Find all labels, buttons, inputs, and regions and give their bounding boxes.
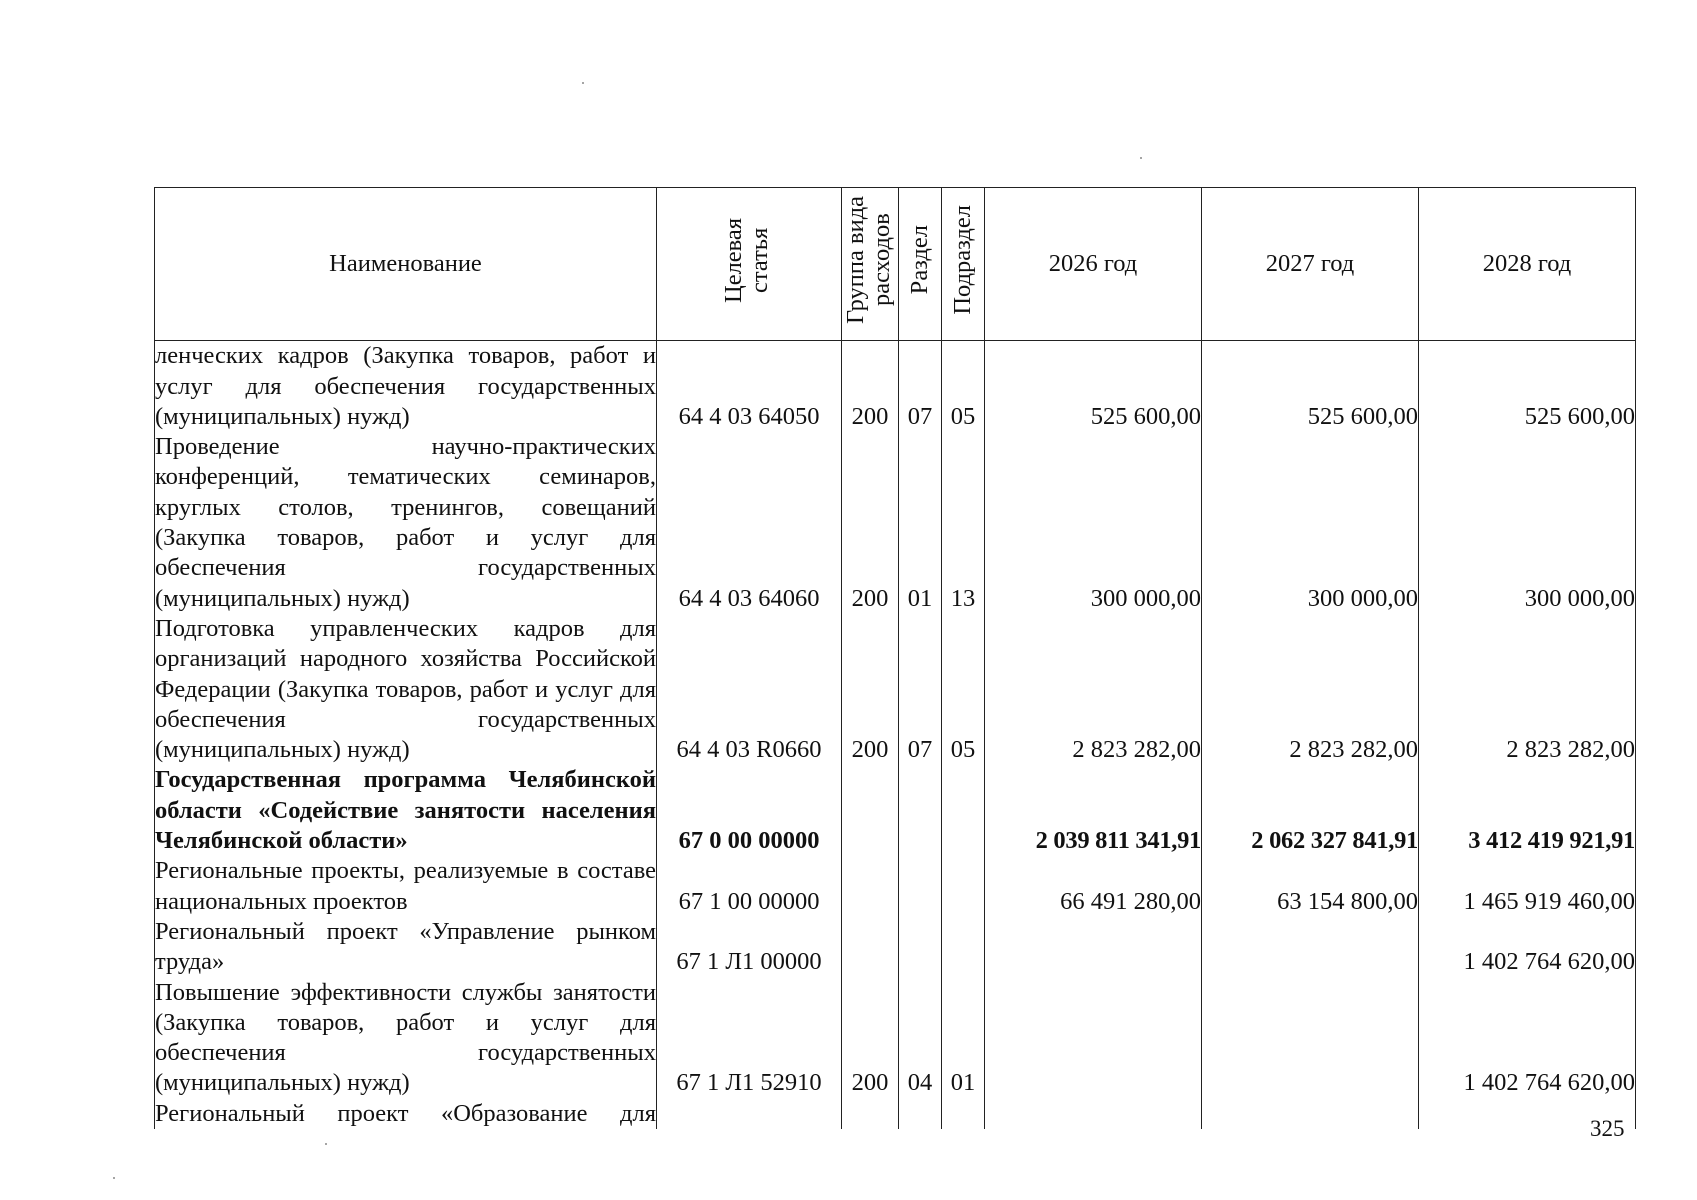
header-year-2026-cell <box>985 188 1202 341</box>
row-group <box>842 917 899 978</box>
row-name: Подготовка управленческих кадров для организаций народного хозяйства Российской Федерации (Закупка товаров, работ и услуг для обеспечения государственных (муниципальных) нужд) <box>155 614 657 765</box>
header-target-article: Целевая статья <box>720 217 773 303</box>
row-name: Повышение эффективности службы занятости (Закупка товаров, работ и услуг для обеспечения государственных (муниципальных) нужд) <box>155 978 657 1099</box>
row-section: 01 <box>899 432 942 614</box>
table-header <box>155 188 1636 341</box>
row-group: 200 <box>842 978 899 1099</box>
row-amount-2026 <box>985 917 1202 978</box>
row-code: 67 1 00 00000 <box>657 856 842 917</box>
row-amount-2028: 2 823 282,00 <box>1419 614 1636 765</box>
row-name: Региональный проект «Управление рынком труда» <box>155 917 657 978</box>
row-code <box>657 1099 842 1129</box>
row-subsection <box>942 765 985 856</box>
row-code: 64 4 03 64060 <box>657 432 842 614</box>
row-name: Региональные проекты, реализуемые в составе национальных проектов <box>155 856 657 917</box>
row-amount-2027: 2 062 327 841,91 <box>1202 765 1419 856</box>
table-row <box>155 917 1636 978</box>
scan-speck <box>582 82 584 84</box>
table-row <box>155 978 1636 1099</box>
table-row <box>155 856 1636 917</box>
row-section <box>899 765 942 856</box>
header-subsection-cell <box>942 188 985 341</box>
row-amount-2028: 300 000,00 <box>1419 432 1636 614</box>
row-group <box>842 856 899 917</box>
row-code: 64 4 03 R0660 <box>657 614 842 765</box>
table-body <box>155 341 1636 1129</box>
table-row <box>155 614 1636 765</box>
row-subsection: 05 <box>942 614 985 765</box>
row-code: 67 1 Л1 52910 <box>657 978 842 1099</box>
header-year-2027: 2027 год <box>1265 250 1355 277</box>
row-amount-2028: 1 402 764 620,00 <box>1419 917 1636 978</box>
row-group: 200 <box>842 432 899 614</box>
header-expense-group: Группа вида расходов <box>842 195 895 325</box>
row-amount-2028: 1 402 764 620,00 <box>1419 978 1636 1099</box>
table-row <box>155 341 1636 432</box>
scan-speck <box>325 1143 327 1145</box>
row-subsection <box>942 856 985 917</box>
header-section-cell <box>899 188 942 341</box>
scan-speck <box>113 1177 115 1179</box>
row-amount-2027: 63 154 800,00 <box>1202 856 1419 917</box>
row-amount-2026 <box>985 978 1202 1099</box>
row-amount-2027: 300 000,00 <box>1202 432 1419 614</box>
row-code: 67 0 00 00000 <box>657 765 842 856</box>
row-code: 64 4 03 64050 <box>657 341 842 432</box>
row-section: 07 <box>899 614 942 765</box>
row-amount-2027 <box>1202 917 1419 978</box>
header-year-2026: 2026 год <box>1048 250 1138 277</box>
row-subsection: 05 <box>942 341 985 432</box>
row-name: ленческих кадров (Закупка товаров, работ и услуг для обеспечения государственных (муниципальных) нужд) <box>155 341 657 432</box>
page-number: 325 <box>1590 1116 1625 1141</box>
row-section: 04 <box>899 978 942 1099</box>
header-expense-group-cell <box>842 188 899 341</box>
scan-speck <box>1140 157 1142 159</box>
row-section <box>899 917 942 978</box>
row-subsection: 13 <box>942 432 985 614</box>
row-amount-2026: 2 039 811 341,91 <box>985 765 1202 856</box>
header-year-2028-cell <box>1419 188 1636 341</box>
row-amount-2028: 525 600,00 <box>1419 341 1636 432</box>
row-amount-2026: 525 600,00 <box>985 341 1202 432</box>
budget-table <box>154 187 1636 1129</box>
header-year-2027-cell <box>1202 188 1419 341</box>
header-target-article-cell <box>657 188 842 341</box>
row-name: Проведение научно-практических конференций, тематических семинаров, круглых столов, тренингов, совещаний (Закупка товаров, работ и услуг для обеспечения государственных (муниципальных) нужд) <box>155 432 657 614</box>
header-subsection: Подраздел <box>949 205 976 315</box>
row-amount-2027 <box>1202 978 1419 1099</box>
row-subsection <box>942 1099 985 1129</box>
row-section <box>899 856 942 917</box>
row-name: Региональный проект «Образование для <box>155 1099 657 1129</box>
row-group: 200 <box>842 614 899 765</box>
row-amount-2027: 525 600,00 <box>1202 341 1419 432</box>
row-amount-2026 <box>985 1099 1202 1129</box>
header-name-cell <box>155 188 657 341</box>
row-amount-2027 <box>1202 1099 1419 1129</box>
row-subsection <box>942 917 985 978</box>
row-section: 07 <box>899 341 942 432</box>
table-row-program <box>155 765 1636 856</box>
table-row <box>155 1099 1636 1129</box>
row-subsection: 01 <box>942 978 985 1099</box>
table-row <box>155 432 1636 614</box>
row-amount-2027: 2 823 282,00 <box>1202 614 1419 765</box>
row-amount-2026: 66 491 280,00 <box>985 856 1202 917</box>
header-section: Раздел <box>906 225 933 295</box>
header-year-2028: 2028 год <box>1482 250 1572 277</box>
row-group: 200 <box>842 341 899 432</box>
row-group <box>842 1099 899 1129</box>
row-amount-2026: 300 000,00 <box>985 432 1202 614</box>
header-name: Наименование <box>329 250 482 277</box>
row-amount-2026: 2 823 282,00 <box>985 614 1202 765</box>
row-group <box>842 765 899 856</box>
row-code: 67 1 Л1 00000 <box>657 917 842 978</box>
row-section <box>899 1099 942 1129</box>
header-row <box>155 188 1636 341</box>
row-amount-2028: 1 465 919 460,00 <box>1419 856 1636 917</box>
row-amount-2028: 3 412 419 921,91 <box>1419 765 1636 856</box>
row-name: Государственная программа Челябинской области «Содействие занятости населения Челябинской области» <box>155 765 657 856</box>
